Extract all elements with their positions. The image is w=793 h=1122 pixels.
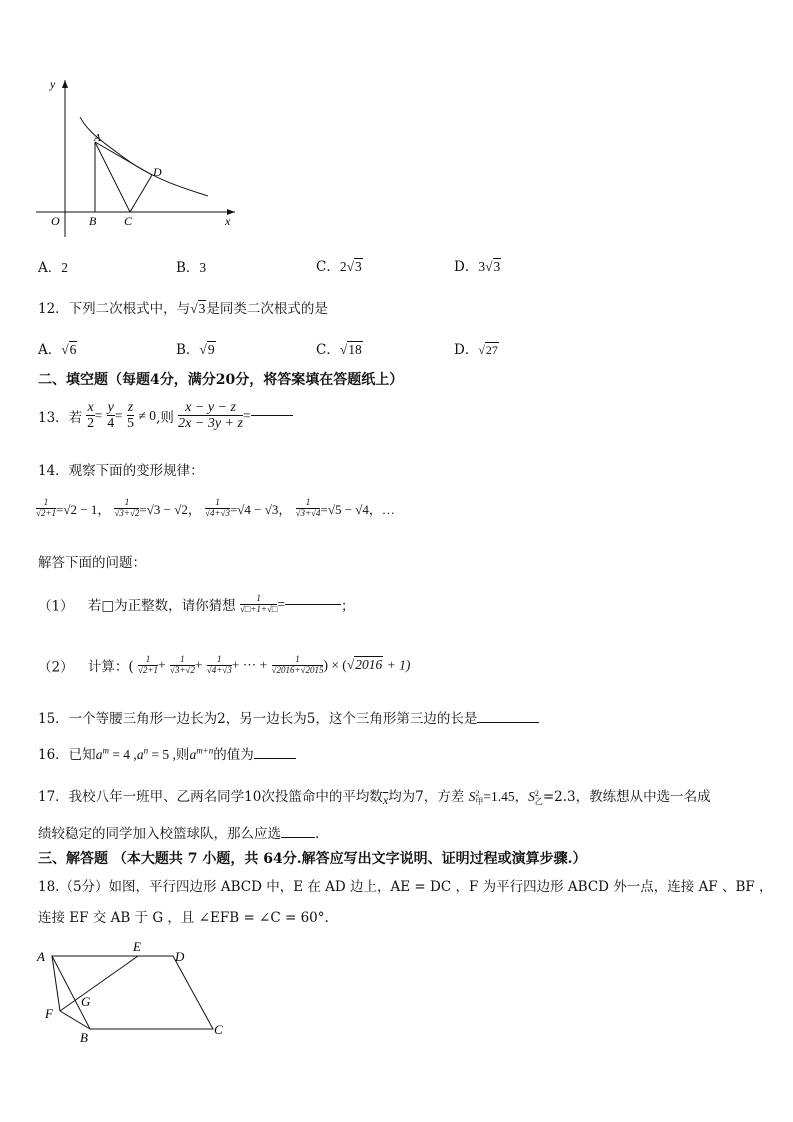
label-f: F (45, 1006, 53, 1021)
pattern-rhs-2: =√3 − √2， (139, 501, 201, 517)
q16-prefix: 16．已知 (38, 747, 96, 763)
variance-yi-text: =2.3，教练想从中选一名成 (542, 789, 711, 805)
frac-num: 1 (205, 498, 230, 509)
label-b: B (89, 214, 97, 228)
pattern-rhs-1: =√2 − 1， (56, 501, 111, 517)
frac-den: 2x − 3y + z (178, 416, 243, 432)
frac-num: x (87, 400, 94, 415)
option-value: 3 (199, 260, 207, 275)
q14-pattern (36, 498, 395, 519)
section-3-title: 三、解答题 （本大题共 7 小题，共 64分.解答应写出文字说明、证明过程或演算步骤.） (38, 851, 587, 867)
q13-frac-z5 (127, 400, 134, 432)
option-label: D． (454, 342, 479, 358)
q13-then: ,则 (156, 409, 174, 426)
label-g: G (81, 994, 91, 1009)
option-label: C． (316, 342, 340, 358)
q12-option-b[interactable]: B．√9 (176, 342, 215, 358)
frac-num: 1 (272, 655, 324, 666)
frac-den: √2016+√2015 (271, 664, 324, 675)
frac-den: 2 (87, 416, 95, 432)
q12-suffix: 是同类二次根式的是 (206, 301, 328, 317)
option-coef: 3 (478, 259, 486, 274)
frac-den: √4+√3 (205, 507, 230, 518)
label-d: D (175, 949, 185, 964)
q14-answer-intro: 解答下面的问题： (38, 555, 146, 571)
label-c: C (214, 1022, 223, 1037)
q17-line1 (38, 785, 711, 808)
not-equal-zero: ≠ 0 (138, 407, 157, 423)
q13-frac-x2 (86, 400, 94, 432)
equals: = (94, 407, 103, 423)
frac-num: z (127, 400, 134, 415)
equals: = (114, 407, 123, 423)
sup-2: 2 (475, 789, 480, 799)
frac-num: 1 (170, 655, 195, 666)
q11-option-d[interactable]: D．3√3 (454, 259, 501, 275)
frac-den: √2+1 (137, 664, 158, 675)
q13-frac-main (178, 400, 243, 432)
exp-n: n (143, 745, 149, 756)
sub-jia: 甲 (475, 796, 484, 806)
value-4: = 4 , (108, 747, 137, 762)
sub2-frac-1 (138, 655, 158, 676)
x-bar: $\overline{x}$ (382, 793, 389, 807)
pattern-frac-1 (36, 498, 56, 519)
option-coef: 2 (339, 259, 347, 274)
label-b: B (80, 1030, 88, 1045)
q13 (38, 400, 293, 432)
base-a: a (189, 747, 197, 762)
q18-line1: 18.（5分）如图，平行四边形 ABCD 中，E 在 AD 边上，AE = DC ，F 为平行四边形 ABCD 外一点，连接 AF 、BF ， (38, 879, 773, 895)
q17-text-c: 绩较稳定的同学加入校篮球队，那么应选 (38, 826, 281, 842)
option-label: B． (176, 260, 200, 276)
frac-num: 1 (207, 655, 232, 666)
option-radicand: 18 (348, 342, 362, 357)
sub2-frac-4 (272, 655, 324, 676)
pattern-frac-3 (205, 498, 230, 519)
frac-den: √□+1+√□ (239, 603, 278, 614)
value-5: = 5 ,则 (148, 747, 190, 762)
exp-m-plus-n: m+n (196, 745, 214, 756)
q15-text: 15．一个等腰三角形一边长为2，另一边长为5，这个三角形第三边的长是 (38, 711, 478, 727)
option-value: 2 (61, 260, 68, 275)
pattern-rhs-3: =√4 − √3， (229, 501, 292, 517)
label-y: y (50, 77, 56, 91)
q12-prefix: 12．下列二次根式中，与 (38, 301, 191, 317)
option-label: C． (316, 259, 340, 275)
variance-jia: =1.45， (483, 789, 529, 804)
base-a: a (95, 747, 103, 762)
option-radicand: 3 (355, 259, 362, 274)
variance-s: S (528, 789, 535, 804)
option-label: A． (38, 342, 62, 358)
q17-answer-blank[interactable] (281, 837, 315, 838)
base-a: a (136, 747, 144, 762)
sub1-text: 若□为正整数，请你猜想 (87, 598, 236, 615)
frac-num: 1 (138, 655, 158, 666)
frac-num: x − y − z (178, 400, 243, 416)
q17-text-b: 均为7，方差 (388, 789, 465, 805)
frac-num: 1 (240, 594, 277, 605)
label-a: A (37, 949, 45, 964)
sub2-plus1: + 1) (383, 657, 411, 673)
q12-option-a[interactable]: A．√6 (38, 342, 77, 358)
frac-den: √3+√2 (169, 664, 195, 675)
option-radicand: 3 (493, 259, 501, 274)
q14-stem: 14．观察下面的变形规律： (38, 463, 204, 479)
figure-parallelogram (30, 936, 230, 1046)
label-d: D (153, 165, 162, 179)
frac-num: 1 (114, 498, 139, 509)
q11-option-b[interactable] (176, 256, 206, 276)
label-e: E (133, 939, 141, 954)
q15 (38, 707, 539, 727)
q15-answer-blank[interactable] (477, 722, 539, 723)
frac-num: 1 (36, 498, 56, 509)
sub2-tail: ) × ( (323, 657, 347, 673)
plus-sign: + (194, 657, 203, 673)
option-radicand: 27 (485, 343, 498, 357)
option-radicand: 9 (207, 342, 215, 357)
q14-sub2: （2） 计算：( $\frac{1}{√2+1}$ + $\frac{1}{√3+√2}$ + $\frac{1}{√4+√3}$ + ··· + $\frac{1}{√2016+√2015}$ ) × (√2016 + 1) (38, 654, 411, 676)
q11-option-a[interactable] (38, 256, 68, 276)
sub1-answer-blank[interactable] (285, 604, 341, 605)
q12-stem: 12．下列二次根式中，与√3是同类二次根式的是 (38, 301, 328, 317)
section-2-title: 二、填空题（每题4分，满分20分，将答案填在答题纸上） (38, 372, 404, 388)
equals: = (242, 407, 251, 423)
equals: = (277, 596, 285, 612)
frac-num: y (107, 400, 114, 415)
sub2-radicand: 2016 (355, 657, 383, 673)
option-radicand: 6 (69, 342, 77, 357)
label-c: C (124, 214, 133, 228)
q12-option-d[interactable]: D．√27 (454, 342, 498, 358)
plus-sign: + (157, 657, 166, 673)
sub1-end: ； (340, 598, 355, 615)
sub2-frac-2 (170, 655, 195, 676)
frac-num: 1 (296, 498, 321, 509)
q13-frac-y4 (107, 400, 115, 432)
pattern-frac-2 (114, 498, 139, 519)
pattern-frac-4 (296, 498, 321, 519)
frac-den: √2+1 (36, 507, 57, 518)
q16-suffix: 的值为 (213, 747, 254, 763)
option-label: D． (454, 259, 479, 275)
frac-den: √3+√2 (114, 507, 140, 518)
frac-den: √3+√4 (295, 507, 321, 518)
q17-line2 (38, 822, 329, 842)
q12-radicand: 3 (198, 301, 206, 316)
q12-option-c[interactable]: C．√18 (316, 342, 362, 358)
option-label: A． (38, 260, 62, 276)
pattern-rhs-4: =√5 − √4，… (320, 501, 395, 517)
frac-den: √4+√3 (206, 664, 232, 675)
exp-m: m (102, 745, 109, 756)
q13-answer-blank[interactable] (251, 415, 293, 416)
q18-line2: 连接 EF 交 AB 于 G ，且 ∠EFB = ∠C = 60°. (38, 910, 329, 926)
q17-end: ． (315, 826, 329, 842)
q11-option-c[interactable]: C．2√3 (316, 259, 362, 275)
q17-text-a: 17．我校八年一班甲、乙两名同学10次投篮命中的平均数 (38, 789, 383, 805)
label-x: x (225, 214, 231, 228)
frac-den: 5 (126, 416, 134, 432)
option-label: B． (176, 342, 200, 358)
figure-coordinate-graph (30, 72, 250, 242)
sub1-frac (240, 594, 277, 615)
q14-sub1 (38, 594, 354, 615)
frac-den: 4 (107, 416, 115, 432)
sub2-frac-3 (207, 655, 232, 676)
q13-prefix: 13．若 (38, 409, 83, 426)
sub2-dots: + ··· + (231, 657, 268, 673)
q16-answer-blank[interactable] (254, 758, 296, 759)
sup-2: 2 (534, 789, 539, 799)
sub2-text: 计算：( (87, 659, 134, 676)
sub-label: （2） (38, 659, 74, 676)
sub-yi: 乙 (534, 796, 543, 806)
label-a: A (94, 132, 101, 144)
variance-s: S (468, 789, 476, 804)
q16 (38, 743, 296, 763)
label-o: O (51, 214, 60, 228)
sub-label: （1） (38, 598, 74, 615)
